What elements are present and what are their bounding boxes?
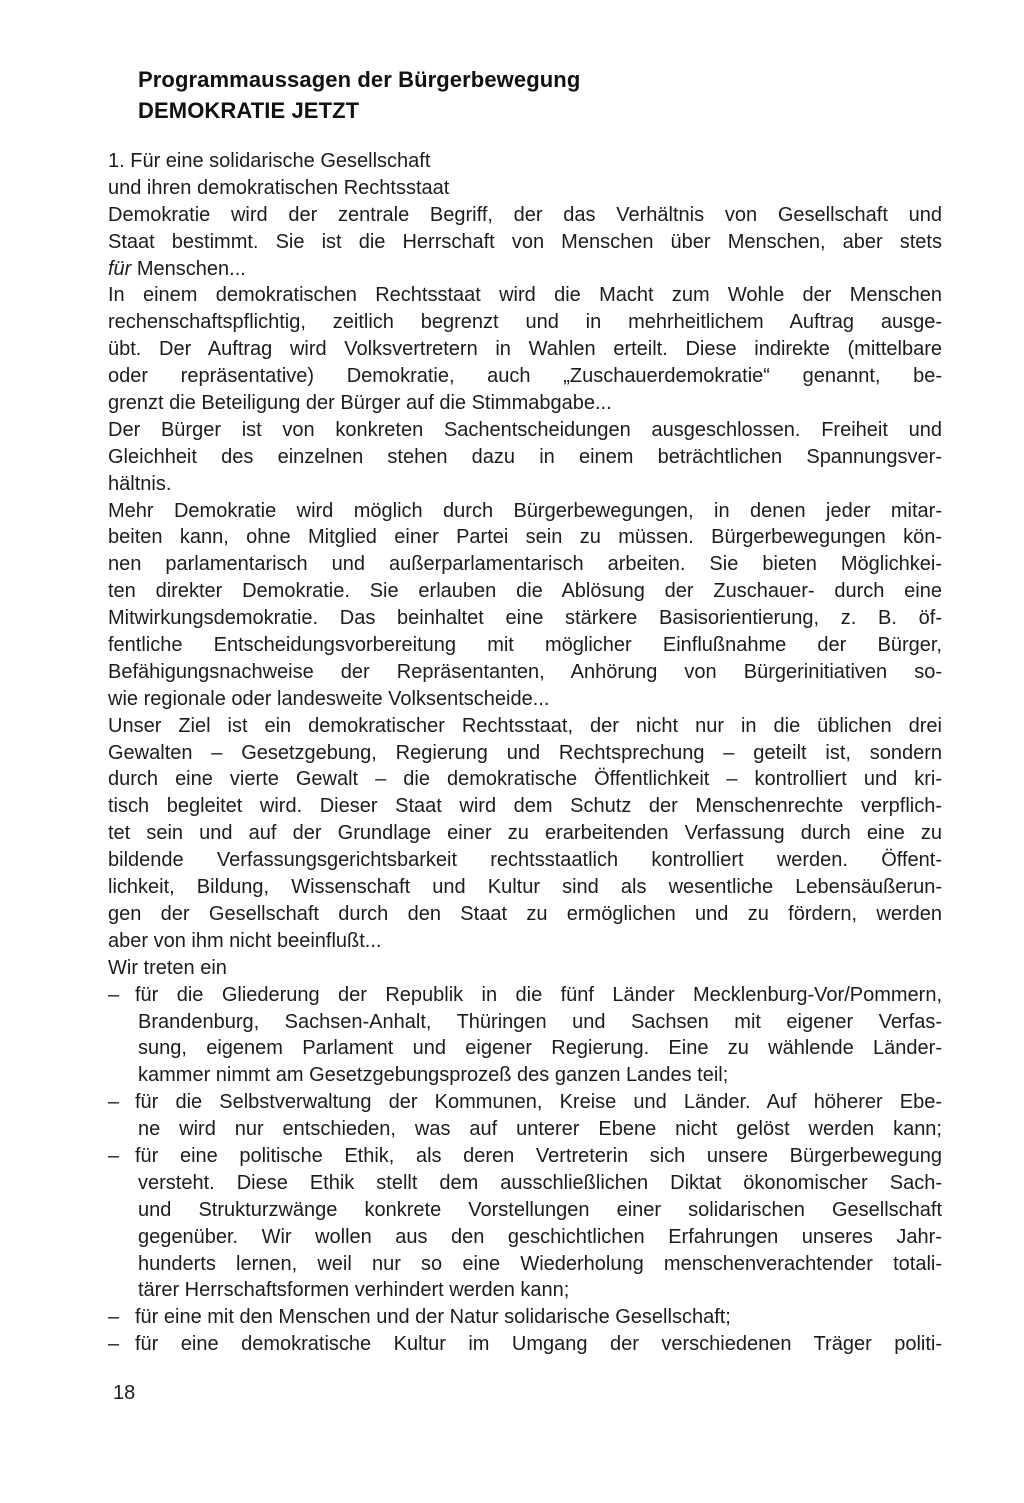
page-heading bbox=[138, 64, 580, 126]
line-text: Demokratie wird der zentrale Begriff, der das Verhältnis von Gesellschaft und bbox=[108, 203, 942, 226]
line-text: hunderts lernen, weil nur so eine Wiederholung menschenverachtender totali- bbox=[138, 1252, 942, 1275]
text-line bbox=[108, 955, 942, 982]
line-text: ne wird nur entschieden, was auf unterer Ebene nicht gelöst werden kann; bbox=[138, 1118, 942, 1141]
text-line bbox=[108, 417, 942, 444]
line-text: lichkeit, Bildung, Wissenschaft und Kultur sind als wesentliche Lebensäußerun- bbox=[108, 876, 942, 899]
line-text: Wir treten ein bbox=[108, 956, 227, 979]
text-line bbox=[108, 1304, 942, 1331]
text-line bbox=[108, 1143, 942, 1170]
line-text: Gewalten – Gesetzgebung, Regierung und Rechtsprechung – geteilt ist, sondern bbox=[108, 741, 942, 764]
text-line bbox=[108, 471, 942, 498]
line-text: tet sein und auf der Grundlage einer zu erarbeitenden Verfassung durch eine zu bbox=[108, 822, 942, 845]
line-text: tisch begleitet wird. Dieser Staat wird dem Schutz der Menschenrechte verpflich- bbox=[108, 795, 942, 818]
text-line bbox=[108, 498, 942, 525]
text-line bbox=[108, 632, 942, 659]
page-number: 18 bbox=[113, 1382, 136, 1404]
heading-line-2: DEMOKRATIE JETZT bbox=[138, 98, 360, 123]
line-text: tärer Herrschaftsformen verhindert werden kann; bbox=[138, 1279, 570, 1302]
text-line bbox=[108, 175, 942, 202]
line-text: kammer nimmt am Gesetzgebungsprozeß des ganzen Landes teil; bbox=[138, 1064, 729, 1087]
line-text: Staat bestimmt. Sie ist die Herrschaft von Menschen über Menschen, aber stets bbox=[108, 230, 942, 253]
heading-line-1: Programmaussagen der Bürgerbewegung bbox=[138, 67, 581, 92]
line-text: und Strukturzwänge konkrete Vorstellungen einer solidarischen Gesellschaft bbox=[138, 1198, 942, 1221]
line-text: hältnis. bbox=[108, 472, 172, 495]
text-line bbox=[108, 1197, 942, 1224]
text-line bbox=[108, 713, 942, 740]
text-line bbox=[108, 766, 942, 793]
text-line bbox=[108, 982, 942, 1009]
line-text: für eine politische Ethik, als deren Vertreterin sich unsere Bürgerbewegung bbox=[135, 1144, 942, 1167]
text-line bbox=[108, 1331, 942, 1358]
line-text: bildende Verfassungsgerichtsbarkeit rechtsstaatlich kontrolliert werden. Öffent- bbox=[108, 849, 942, 872]
line-text: für eine mit den Menschen und der Natur solidarische Gesellschaft; bbox=[135, 1306, 731, 1329]
text-line bbox=[108, 1277, 942, 1304]
list-dash: – bbox=[108, 1144, 120, 1167]
text-line bbox=[108, 1089, 942, 1116]
text-line bbox=[108, 336, 942, 363]
line-text: Gleichheit des einzelnen stehen dazu in einem beträchtlichen Spannungsver- bbox=[108, 445, 942, 468]
line-text: für die Selbstverwaltung der Kommunen, Kreise und Länder. Auf höherer Ebe- bbox=[135, 1091, 942, 1114]
list-dash: – bbox=[108, 983, 120, 1006]
text-line bbox=[108, 1035, 942, 1062]
list-dash: – bbox=[108, 1306, 120, 1329]
list-dash: – bbox=[108, 1091, 120, 1114]
text-line bbox=[108, 1116, 942, 1143]
text-line bbox=[108, 659, 942, 686]
line-text: oder repräsentative) Demokratie, auch „Zuschauerdemokratie“ genannt, be- bbox=[108, 365, 942, 388]
text-line bbox=[108, 820, 942, 847]
line-text: versteht. Diese Ethik stellt dem ausschließlichen Diktat ökonomischer Sach- bbox=[138, 1171, 942, 1194]
line-text: und ihren demokratischen Rechtsstaat bbox=[108, 176, 450, 199]
text-line bbox=[108, 1062, 942, 1089]
text-line bbox=[108, 363, 942, 390]
text-line bbox=[108, 551, 942, 578]
line-text: Brandenburg, Sachsen-Anhalt, Thüringen und Sachsen mit eigener Verfas- bbox=[138, 1010, 942, 1033]
line-text: Mehr Demokratie wird möglich durch Bürgerbewegungen, in denen jeder mitar- bbox=[108, 499, 942, 522]
text-line bbox=[108, 309, 942, 336]
line-text: ten direkter Demokratie. Sie erlauben die Ablösung der Zuschauer- durch eine bbox=[108, 580, 942, 603]
body-text bbox=[108, 148, 942, 1358]
text-line bbox=[108, 793, 942, 820]
line-text: übt. Der Auftrag wird Volksvertretern in Wahlen erteilt. Diese indirekte (mittelbare bbox=[108, 338, 942, 361]
line-text: Unser Ziel ist ein demokratischer Rechtsstaat, der nicht nur in die üblichen drei bbox=[108, 714, 942, 737]
line-text: gen der Gesellschaft durch den Staat zu ermöglichen und zu fördern, werden bbox=[108, 902, 942, 925]
line-text: aber von ihm nicht beeinflußt... bbox=[108, 929, 382, 952]
line-text: In einem demokratischen Rechtsstaat wird die Macht zum Wohle der Menschen bbox=[108, 284, 942, 307]
list-dash: – bbox=[108, 1333, 120, 1356]
text-line bbox=[108, 874, 942, 901]
text-line bbox=[108, 148, 942, 175]
text-line bbox=[108, 578, 942, 605]
text-line bbox=[108, 229, 942, 256]
line-text: Mitwirkungsdemokratie. Das beinhaltet eine stärkere Basisorientierung, z. B. öf- bbox=[108, 607, 942, 630]
text-line bbox=[108, 686, 942, 713]
line-text: fentliche Entscheidungsvorbereitung mit möglicher Einflußnahme der Bürger, bbox=[108, 634, 942, 657]
text-line bbox=[108, 524, 942, 551]
text-line bbox=[108, 282, 942, 309]
line-text: für eine demokratische Kultur im Umgang der verschiedenen Träger politi- bbox=[135, 1333, 942, 1356]
line-text: wie regionale oder landesweite Volksentscheide... bbox=[108, 687, 550, 710]
line-text: Befähigungsnachweise der Repräsentanten, Anhörung von Bürgerinitiativen so- bbox=[108, 660, 942, 683]
text-line bbox=[108, 605, 942, 632]
text-line bbox=[108, 256, 942, 283]
text-line bbox=[108, 847, 942, 874]
text-line bbox=[108, 1224, 942, 1251]
text-line bbox=[108, 1251, 942, 1278]
text-line bbox=[108, 202, 942, 229]
text-line bbox=[108, 928, 942, 955]
line-text: beiten kann, ohne Mitglied einer Partei sein zu müssen. Bürgerbewegungen kön- bbox=[108, 526, 942, 549]
text-line bbox=[108, 1170, 942, 1197]
line-text: 1. Für eine solidarische Gesellschaft bbox=[108, 150, 431, 172]
line-text: Der Bürger ist von konkreten Sachentscheidungen ausgeschlossen. Freiheit und bbox=[108, 418, 942, 441]
text-line bbox=[108, 444, 942, 471]
line-text: für die Gliederung der Republik in die fünf Länder Mecklenburg-Vor/Pommern, bbox=[135, 983, 942, 1006]
line-text: grenzt die Beteiligung der Bürger auf die Stimmabgabe... bbox=[108, 392, 612, 415]
line-text: sung, eigenem Parlament und eigener Regierung. Eine zu wählende Länder- bbox=[138, 1037, 942, 1060]
text-line bbox=[108, 901, 942, 928]
line-text: rechenschaftspflichtig, zeitlich begrenzt und in mehrheitlichem Auftrag ausge- bbox=[108, 311, 942, 334]
line-text: durch eine vierte Gewalt – die demokratische Öffentlichkeit – kontrolliert und kri- bbox=[108, 768, 942, 791]
text-line bbox=[108, 740, 942, 767]
text-line bbox=[108, 1009, 942, 1036]
line-text: für Menschen... bbox=[108, 257, 246, 280]
text-line bbox=[108, 390, 942, 417]
line-text: gegenüber. Wir wollen aus den geschichtlichen Erfahrungen unseres Jahr- bbox=[138, 1225, 942, 1248]
line-text: nen parlamentarisch und außerparlamentarisch arbeiten. Sie bieten Möglichkei- bbox=[108, 553, 942, 576]
